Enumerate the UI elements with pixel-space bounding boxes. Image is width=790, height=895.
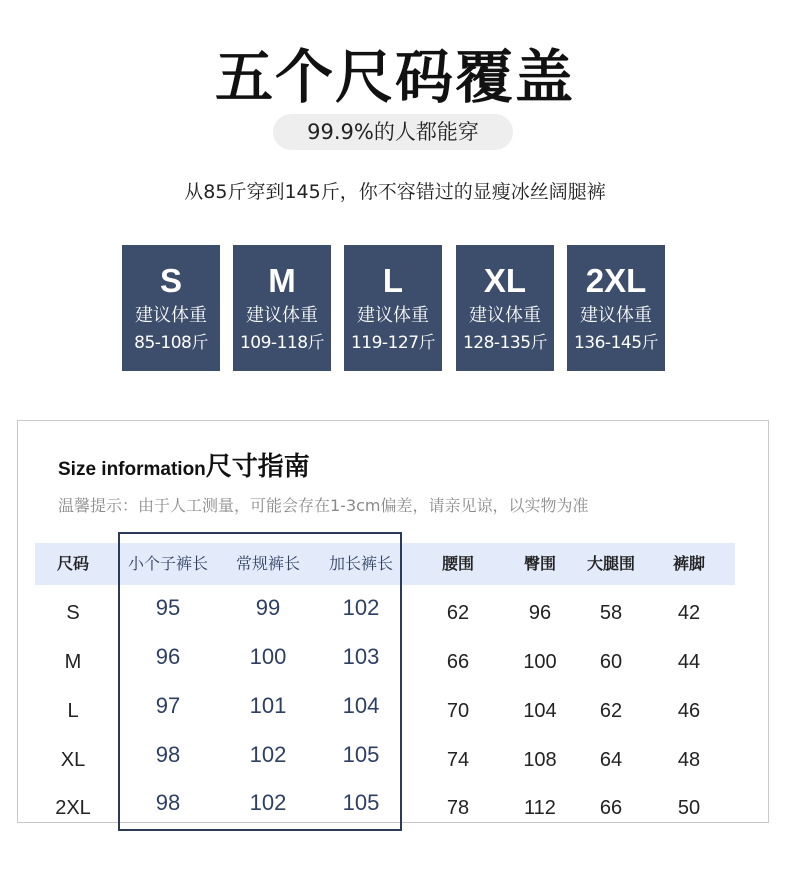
size-card-weight-range: 136-145斤 <box>573 333 659 353</box>
coverage-pill: 99.9%的人都能穿 <box>273 114 513 150</box>
length-columns-highlight-frame <box>118 532 402 831</box>
table-cell: 96 <box>155 644 181 669</box>
size-card-weight-range: 109-118斤 <box>239 333 325 353</box>
size-card-label: 建议体重 <box>135 305 207 326</box>
size-card-size: XL <box>483 262 527 299</box>
table-cell: 66 <box>446 651 470 673</box>
measurement-note: 温馨提示：由于人工测量，可能会存在1-3cm偏差，请亲见谅，以实物为准 <box>58 496 589 515</box>
table-cell: 74 <box>446 749 470 771</box>
size-card-weight-range: 85-108斤 <box>134 333 208 353</box>
table-cell: 70 <box>446 700 470 722</box>
table-cell: 98 <box>155 742 181 767</box>
size-card-label: 建议体重 <box>246 305 318 326</box>
table-header-cell: 加长裤长 <box>328 554 393 573</box>
page-title: 五个尺码覆盖 <box>214 43 575 111</box>
size-card-size: M <box>268 262 296 299</box>
subtitle: 从85斤穿到145斤，你不容错过的显瘦冰丝阔腿裤 <box>184 181 606 203</box>
size-card-size: 2XL <box>585 262 647 299</box>
table-header-cell: 常规裤长 <box>235 554 300 573</box>
table-cell: 44 <box>677 651 701 673</box>
table-header-cell: 腰围 <box>441 554 474 573</box>
table-cell: 50 <box>677 797 701 819</box>
table-cell: 60 <box>599 651 623 673</box>
table-cell: 101 <box>249 693 287 718</box>
table-cell: 108 <box>523 749 557 771</box>
table-cell: 103 <box>342 644 380 669</box>
table-row-size: 2XL <box>55 797 91 819</box>
table-cell: 78 <box>446 797 470 819</box>
size-info-heading-zh: 尺寸指南 <box>205 452 310 482</box>
table-row-size: M <box>64 651 82 673</box>
table-cell: 104 <box>523 700 557 722</box>
size-card-xl <box>456 245 554 371</box>
size-card-weight-range: 128-135斤 <box>462 333 548 353</box>
size-card-2xl <box>567 245 665 371</box>
size-info-heading <box>58 446 310 483</box>
size-card-weight-range: 119-127斤 <box>350 333 436 353</box>
size-card-label: 建议体重 <box>357 305 429 326</box>
table-cell: 102 <box>249 742 287 767</box>
size-card-size: S <box>159 262 182 299</box>
table-cell: 58 <box>599 602 623 624</box>
table-cell: 66 <box>599 797 623 819</box>
table-header-cell: 大腿围 <box>586 554 635 573</box>
size-card-size: L <box>382 262 404 299</box>
size-info-heading-en: Size information <box>58 459 206 480</box>
table-header-cell: 小个子裤长 <box>127 554 208 573</box>
table-cell: 48 <box>677 749 701 771</box>
table-header-cell: 尺码 <box>56 554 89 573</box>
size-card-m <box>233 245 331 371</box>
table-header-cell: 臀围 <box>523 554 556 573</box>
table-cell: 98 <box>155 790 181 815</box>
table-cell: 96 <box>528 602 552 624</box>
table-cell: 46 <box>677 700 701 722</box>
table-cell: 104 <box>342 693 380 718</box>
table-cell: 62 <box>446 602 470 624</box>
table-cell: 112 <box>524 797 556 819</box>
table-row-size: XL <box>60 749 86 771</box>
table-cell: 64 <box>599 749 623 771</box>
table-cell: 42 <box>677 602 701 624</box>
table-cell: 100 <box>249 644 287 669</box>
table-cell: 95 <box>155 595 181 620</box>
table-cell: 105 <box>342 790 380 815</box>
table-cell: 99 <box>255 595 281 620</box>
size-card-l <box>344 245 442 371</box>
table-cell: 100 <box>523 651 557 673</box>
table-cell: 105 <box>342 742 380 767</box>
size-card-label: 建议体重 <box>580 305 652 326</box>
table-header-cell: 裤脚 <box>672 554 705 573</box>
table-row-size: L <box>67 700 79 722</box>
size-card-s <box>122 245 220 371</box>
table-cell: 62 <box>599 700 623 722</box>
table-cell: 102 <box>342 595 380 620</box>
table-row-size: S <box>66 602 80 624</box>
table-cell: 102 <box>249 790 287 815</box>
table-cell: 97 <box>155 693 181 718</box>
size-card-label: 建议体重 <box>469 305 541 326</box>
